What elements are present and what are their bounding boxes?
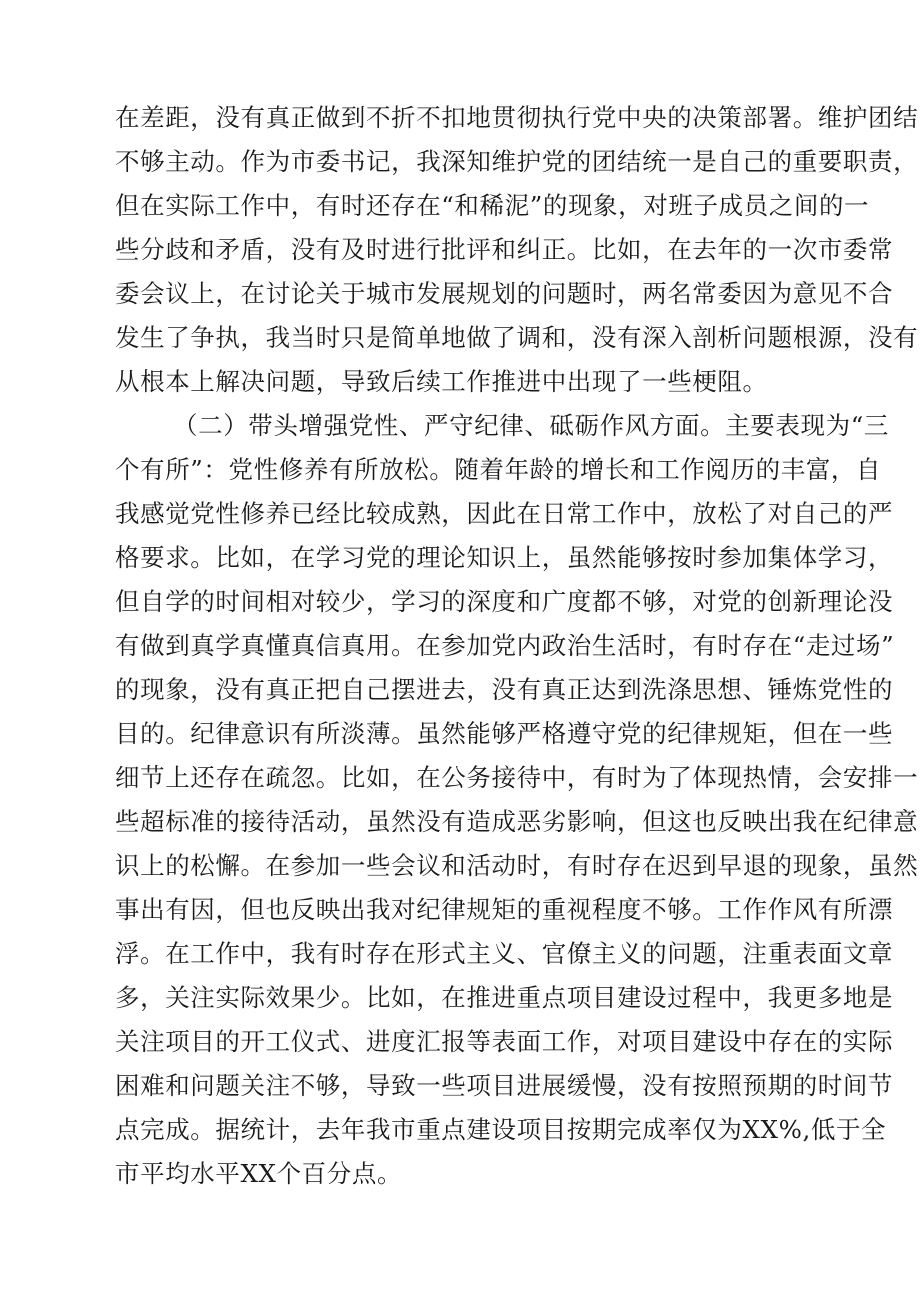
text-line: 不够主动。作为市委书记，我深知维护党的团结统一是自己的重要职责， [115, 147, 919, 176]
text-line: 浮。在工作中，我有时存在形式主义、官僚主义的问题，注重表面文章 [115, 939, 894, 968]
text-line: 个有所”：党性修养有所放松。随着年龄的增长和工作阅历的丰富，自 [115, 455, 882, 484]
text-line: 委会议上，在讨论关于城市发展规划的问题时，两名常委因为意见不合 [115, 279, 894, 308]
text-line: 点完成。据统计，去年我市重点建设项目按期完成率仅为XX%,低于全 [115, 1115, 887, 1144]
section-heading-line: （二）带头增强党性、严守纪律、砥砺作风方面。主要表现为“三 [173, 411, 889, 440]
text-line: 细节上还存在疏忽。比如，在公务接待中，有时为了体现热情，会安排一 [115, 763, 919, 792]
text-line: 但自学的时间相对较少，学习的深度和广度都不够，对党的创新理论没 [115, 587, 894, 616]
text-line: 目的。纪律意识有所淡薄。虽然能够严格遵守党的纪律规矩，但在一些 [115, 719, 894, 748]
text-line: 些分歧和矛盾，没有及时进行批评和纠正。比如，在去年的一次市委常 [115, 235, 894, 264]
text-line: 有做到真学真懂真信真用。在参加党内政治生活时，有时存在“走过场” [115, 631, 895, 660]
text-line: 些超标准的接待活动，虽然没有造成恶劣影响，但这也反映出我在纪律意 [115, 807, 919, 836]
text-line: 关注项目的开工仪式、进度汇报等表面工作，对项目建设中存在的实际 [115, 1027, 894, 1056]
text-line: 多，关注实际效果少。比如，在推进重点项目建设过程中，我更多地是 [115, 983, 894, 1012]
text-line: 我感觉党性修养已经比较成熟，因此在日常工作中，放松了对自己的严 [115, 499, 894, 528]
text-line: 识上的松懈。在参加一些会议和活动时，有时存在迟到早退的现象，虽然 [115, 851, 919, 880]
text-line: 发生了争执，我当时只是简单地做了调和，没有深入剖析问题根源，没有 [115, 323, 919, 352]
text-line: 格要求。比如，在学习党的理论知识上，虽然能够按时参加集体学习， [115, 543, 894, 572]
text-line: 的现象，没有真正把自己摆进去，没有真正达到洗涤思想、锤炼党性的 [115, 675, 894, 704]
text-line: 困难和问题关注不够，导致一些项目进展缓慢，没有按照预期的时间节 [115, 1071, 894, 1100]
text-line: 事出有因，但也反映出我对纪律规矩的重视程度不够。工作作风有所漂 [115, 895, 894, 924]
text-line: 在差距，没有真正做到不折不扣地贯彻执行党中央的决策部署。维护团结 [115, 103, 919, 132]
text-line: 从根本上解决问题，导致后续工作推进中出现了一些梗阻。 [115, 367, 768, 396]
text-line: 但在实际工作中，有时还存在“和稀泥”的现象，对班子成员之间的一 [115, 191, 870, 220]
text-line: 市平均水平XX个百分点。 [115, 1159, 403, 1188]
